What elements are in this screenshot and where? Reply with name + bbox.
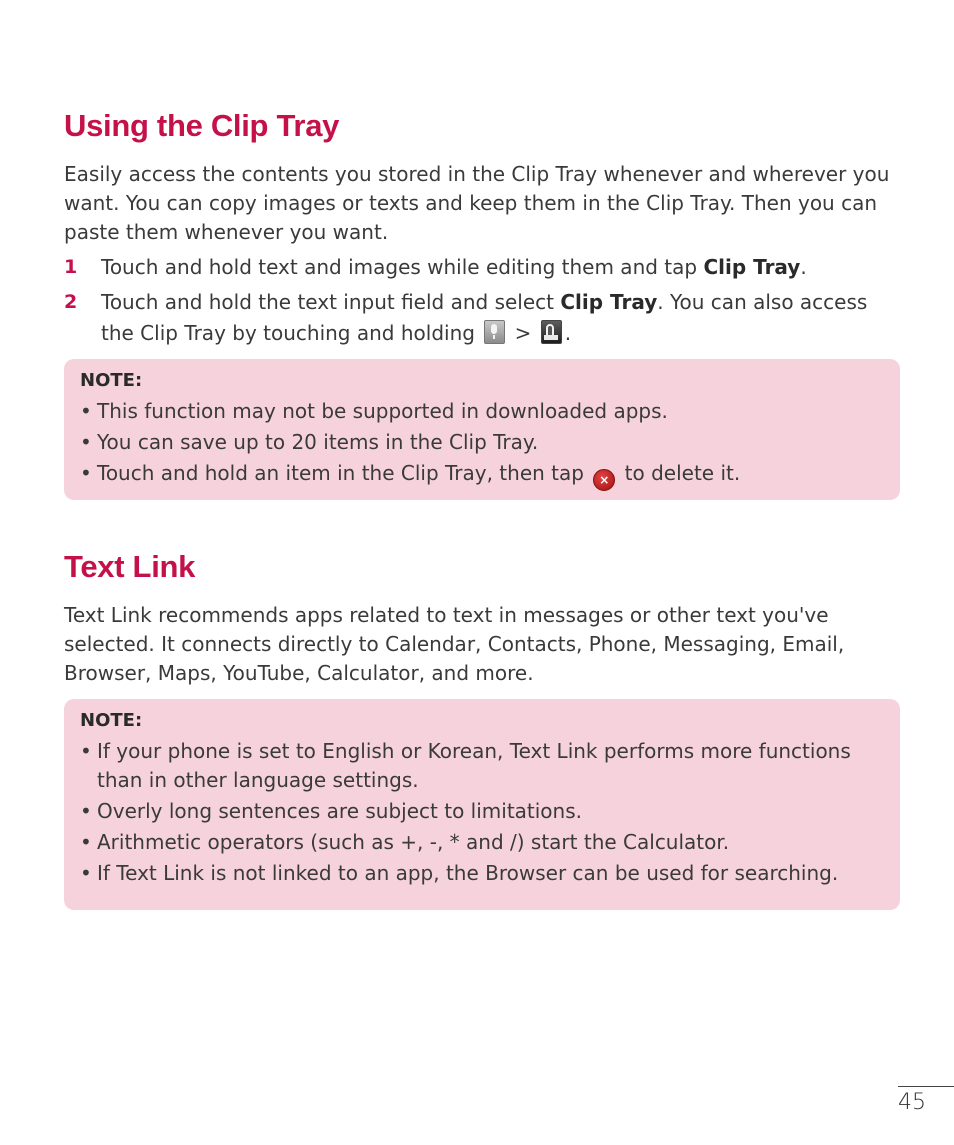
- separator: >: [514, 321, 532, 345]
- note-title: NOTE:: [80, 710, 143, 731]
- step-text: Touch and hold the text input field and select: [101, 290, 561, 314]
- note-item: • If your phone is set to English or Korean, Text Link performs more functions than in other language settings.: [80, 739, 851, 792]
- text-link-intro: Text Link recommends apps related to text in messages or other text you've selected. It connects directly to Calendar, Contacts, Phone, Messaging, Email, Browser, Maps, YouTube, Calculator, and more.: [64, 603, 845, 685]
- page-number: 45: [898, 1090, 926, 1115]
- note-title: NOTE:: [80, 370, 143, 391]
- note-box-clip-tray: [64, 359, 900, 500]
- note-box-text-link: [64, 699, 900, 910]
- section-title-clip-tray: Using the Clip Tray: [64, 108, 340, 143]
- footer-rule: [898, 1086, 954, 1087]
- section-title-text-link: Text Link: [64, 549, 196, 584]
- clip-tray-term: Clip Tray: [703, 255, 801, 279]
- clip-tray-intro: Easily access the contents you stored in the Clip Tray whenever and wherever you want. You can copy images or texts and keep them in the Clip Tray. Then you can paste them whenever you want.: [64, 162, 890, 244]
- note-item: • This function may not be supported in downloaded apps.: [80, 399, 668, 423]
- note-item: • Touch and hold an item in the Clip Tray, then tap × to delete it.: [80, 459, 884, 491]
- step-1: 1 Touch and hold text and images while editing them and tap Clip Tray.: [64, 252, 900, 283]
- step-number: 2: [64, 291, 78, 313]
- clip-tray-term: Clip Tray: [560, 290, 658, 314]
- note-item: • You can save up to 20 items in the Clip Tray.: [80, 430, 539, 454]
- clip-tray-icon: [541, 320, 562, 344]
- mic-icon: [484, 320, 505, 344]
- note-item: • Overly long sentences are subject to limitations.: [80, 799, 582, 823]
- step-text: Touch and hold text and images while editing them and tap: [101, 255, 704, 279]
- delete-icon: ×: [593, 469, 615, 491]
- step-number: 1: [64, 256, 78, 278]
- step-2: 2 Touch and hold the text input field and select Clip Tray. You can also access the Clip Tray by touching and holding > .: [64, 287, 900, 349]
- note-item: • If Text Link is not linked to an app, the Browser can be used for searching.: [80, 861, 839, 885]
- note-item: • Arithmetic operators (such as +, -, * and /) start the Calculator.: [80, 830, 730, 854]
